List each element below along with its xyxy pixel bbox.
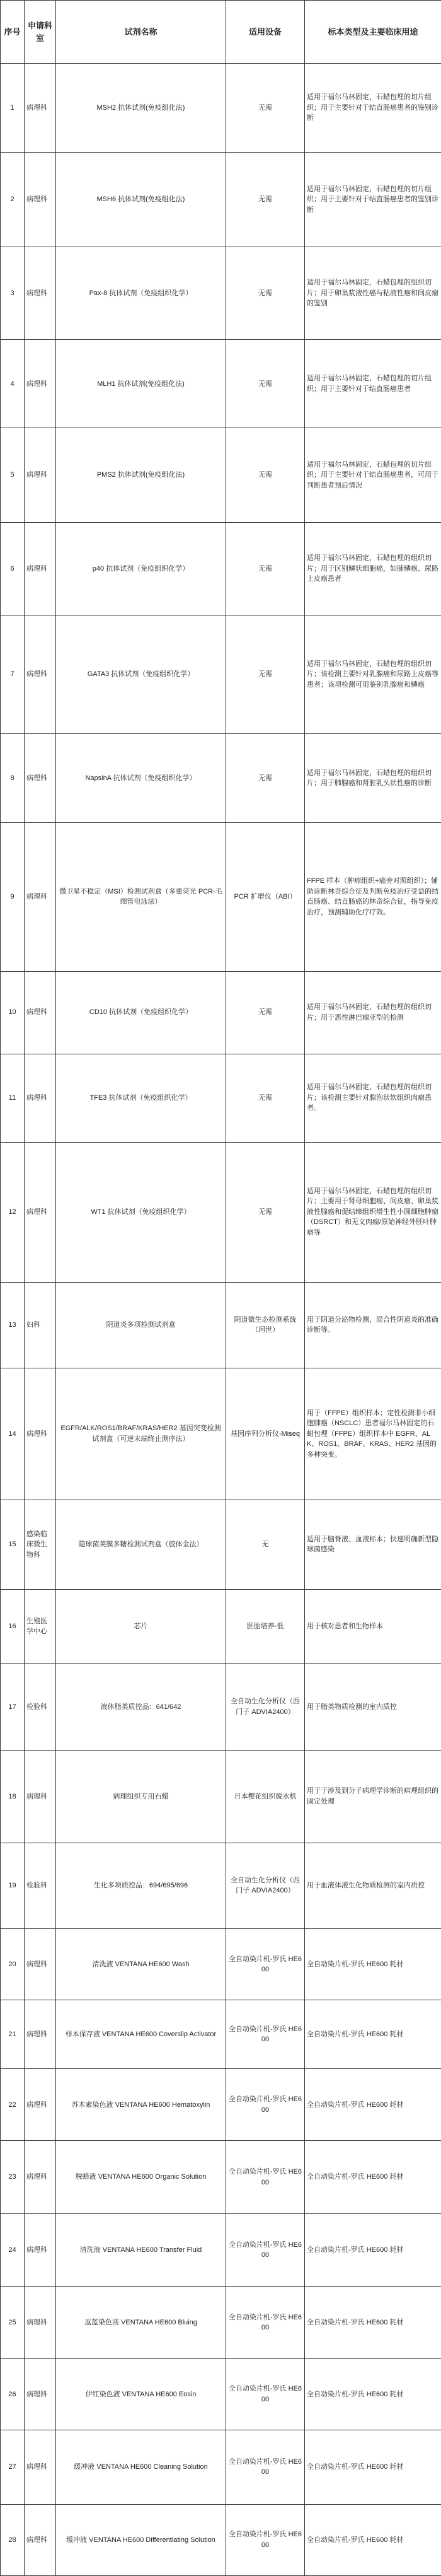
reagent-name-cell: 苏木素染色液 VENTANA HE600 Hematoxylin — [56, 2069, 226, 2141]
row-number: 13 — [1, 1282, 25, 1368]
table-body — [1, 64, 441, 2576]
table-row — [1, 2358, 441, 2430]
device-cell: 日本樱花组织脱水机 — [226, 1751, 305, 1843]
device-cell: 全自动染片机-罗氏 HE600 — [226, 2358, 305, 2430]
table-row — [1, 1751, 441, 1843]
reagent-name-cell: 芯片 — [56, 1589, 226, 1664]
table-row — [1, 340, 441, 428]
device-cell: PCR 扩增仪（ABI） — [226, 823, 305, 971]
specimen-usage-cell: 用于脂类物质检测的室内质控 — [305, 1664, 441, 1751]
row-number: 7 — [1, 615, 25, 734]
device-cell: 全自动染片机-罗氏 HE600 — [226, 2430, 305, 2504]
department-cell: 病理科 — [25, 2504, 56, 2575]
department-cell: 病理科 — [25, 734, 56, 823]
device-cell: 全自动染片机-罗氏 HE600 — [226, 2000, 305, 2069]
table-row — [1, 2287, 441, 2358]
row-number: 2 — [1, 152, 25, 247]
department-cell: 检验科 — [25, 1664, 56, 1751]
header-spec: 标本类型及主要临床用途 — [305, 1, 441, 64]
row-number: 21 — [1, 2000, 25, 2069]
device-cell: 阴道微生态检测系统（珂世） — [226, 1282, 305, 1368]
device-cell: 无需 — [226, 152, 305, 247]
table-row — [1, 734, 441, 823]
specimen-usage-cell: 用于阴道分泌物检测，混合性阴道炎的准确诊断等。 — [305, 1282, 441, 1368]
row-number: 18 — [1, 1751, 25, 1843]
specimen-usage-cell: 适用于福尔马林固定，石蜡包埋的切片组织；用于主要针对于结直肠癌患者的鉴别诊断 — [305, 64, 441, 153]
device-cell: 无需 — [226, 1054, 305, 1142]
device-cell: 全自动染片机-罗氏 HE600 — [226, 2504, 305, 2575]
row-number: 15 — [1, 1500, 25, 1589]
row-number: 27 — [1, 2430, 25, 2504]
device-cell: 全自动生化分析仪（西门子 ADVIA2400） — [226, 1664, 305, 1751]
device-cell: 全自动生化分析仪（西门子 ADVIA2400） — [226, 1843, 305, 1929]
department-cell: 病理科 — [25, 340, 56, 428]
specimen-usage-cell: 全自动染片机-罗氏 HE600 耗材 — [305, 2504, 441, 2575]
department-cell: 生殖医学中心 — [25, 1589, 56, 1664]
department-cell: 病理科 — [25, 1929, 56, 2000]
device-cell: 无需 — [226, 340, 305, 428]
reagent-name-cell: GATA3 抗体试剂（免疫组织化学） — [56, 615, 226, 734]
specimen-usage-cell: 适用于福尔马林固定，石蜡包埋的组织切片；用于恶性淋巴瘤亚型的检测 — [305, 971, 441, 1054]
device-cell: 全自动染片机-罗氏 HE600 — [226, 1929, 305, 2000]
reagent-name-cell: 清洗液 VENTANA HE600 Transfer Fluid — [56, 2213, 226, 2286]
row-number: 23 — [1, 2141, 25, 2213]
device-cell: 无需 — [226, 734, 305, 823]
department-cell: 病理科 — [25, 2430, 56, 2504]
row-number: 11 — [1, 1054, 25, 1142]
device-cell: 全自动染片机-罗氏 HE600 — [226, 2141, 305, 2213]
reagent-name-cell: CD10 抗体试剂（免疫组织化学） — [56, 971, 226, 1054]
reagent-name-cell: MSH6 抗体试剂(免疫组化法) — [56, 152, 226, 247]
reagent-name-cell: 样本保存液 VENTANA HE600 Coverslip Activator — [56, 2000, 226, 2069]
department-cell: 病理科 — [25, 523, 56, 615]
row-number: 22 — [1, 2069, 25, 2141]
table-row — [1, 823, 441, 971]
specimen-usage-cell: 适用于福尔马林固定，石蜡包埋的组织切片；用于区别鳞状细胞癌，如肺鳞癌、尿路上皮癌患者 — [305, 523, 441, 615]
row-number: 17 — [1, 1664, 25, 1751]
reagent-name-cell: 清洗液 VENTANA HE600 Wash — [56, 1929, 226, 2000]
header-dept: 申请科室 — [25, 1, 56, 64]
device-cell: 无需 — [226, 971, 305, 1054]
specimen-usage-cell: 用于（FFPE）组织样本；定性检测非小细胞肺癌（NSCLC）患者福尔马林固定的石蜡包埋（FFPE）组织样本中 EGFR、ALK、ROS1、BRAF、KRAS、HER2 基因的多种突变。 — [305, 1368, 441, 1500]
department-cell: 病理科 — [25, 2213, 56, 2286]
department-cell: 病理科 — [25, 2141, 56, 2213]
row-number: 14 — [1, 1368, 25, 1500]
reagent-name-cell: 缓冲液 VENTANA HE600 Differentiating Solution — [56, 2504, 226, 2575]
specimen-usage-cell: 全自动染片机-罗氏 HE600 耗材 — [305, 2358, 441, 2430]
reagent-name-cell: NapsinA 抗体试剂（免疫组织化学） — [56, 734, 226, 823]
header-device: 适用设备 — [226, 1, 305, 64]
specimen-usage-cell: 适用于福尔马林固定，石蜡包埋的组织切片；用于卵巢浆液性癌与粘液性癌和间皮瘤的鉴别 — [305, 247, 441, 340]
department-cell: 病理科 — [25, 1368, 56, 1500]
header-row — [1, 1, 441, 64]
department-cell: 病理科 — [25, 615, 56, 734]
reagent-name-cell: p40 抗体试剂（免疫组织化学） — [56, 523, 226, 615]
table-row — [1, 152, 441, 247]
device-cell: 全自动染片机-罗氏 HE600 — [226, 2213, 305, 2286]
device-cell: 无 — [226, 1500, 305, 1589]
reagent-name-cell: 缓冲液 VENTANA HE600 Cleaning Solution — [56, 2430, 226, 2504]
specimen-usage-cell: 全自动染片机-罗氏 HE600 耗材 — [305, 2069, 441, 2141]
device-cell: 无需 — [226, 1142, 305, 1282]
specimen-usage-cell: 适用于脑脊液、血液标本；快速明确新型隐球菌感染 — [305, 1500, 441, 1589]
reagent-name-cell: 隐球菌荚膜多糖检测试剂盒（胶体金法） — [56, 1500, 226, 1589]
department-cell: 病理科 — [25, 2287, 56, 2358]
reagent-name-cell: 病理组织专用石蜡 — [56, 1751, 226, 1843]
row-number: 3 — [1, 247, 25, 340]
table-row — [1, 971, 441, 1054]
reagent-name-cell: MSH2 抗体试剂(免疫组化法) — [56, 64, 226, 153]
row-number: 25 — [1, 2287, 25, 2358]
reagent-name-cell: 阴道炎多项检测试剂盒 — [56, 1282, 226, 1368]
reagent-name-cell: 液体脂类质控品：641/642 — [56, 1664, 226, 1751]
department-cell: 病理科 — [25, 1142, 56, 1282]
specimen-usage-cell: 全自动染片机-罗氏 HE600 耗材 — [305, 2213, 441, 2286]
table-row — [1, 2430, 441, 2504]
device-cell: 全自动染片机-罗氏 HE600 — [226, 2287, 305, 2358]
department-cell: 病理科 — [25, 2069, 56, 2141]
row-number: 16 — [1, 1589, 25, 1664]
reagent-name-cell: Pax-8 抗体试剂（免疫组织化学） — [56, 247, 226, 340]
specimen-usage-cell: 全自动染片机-罗氏 HE600 耗材 — [305, 2430, 441, 2504]
department-cell: 病理科 — [25, 1751, 56, 1843]
table-row — [1, 1282, 441, 1368]
table-row — [1, 2504, 441, 2575]
row-number: 4 — [1, 340, 25, 428]
row-number: 9 — [1, 823, 25, 971]
device-cell: 无需 — [226, 523, 305, 615]
table-row — [1, 2000, 441, 2069]
department-cell: 妇科 — [25, 1282, 56, 1368]
table-row — [1, 2069, 441, 2141]
device-cell: 基因序列分析仪-Miseq — [226, 1368, 305, 1500]
table-row — [1, 1664, 441, 1751]
reagent-name-cell: 返蓝染色液 VENTANA HE600 Bluing — [56, 2287, 226, 2358]
device-cell: 无需 — [226, 247, 305, 340]
reagent-name-cell: 生化多项质控品：694/695/696 — [56, 1843, 226, 1929]
table-row — [1, 2141, 441, 2213]
row-number: 10 — [1, 971, 25, 1054]
reagent-name-cell: WT1 抗体试剂（免疫组织化学） — [56, 1142, 226, 1282]
department-cell: 病理科 — [25, 823, 56, 971]
row-number: 6 — [1, 523, 25, 615]
department-cell: 感染临床微生物科 — [25, 1500, 56, 1589]
specimen-usage-cell: 适用于福尔马林固定，石蜡包埋的切片组织；用于主要针对于结直肠癌患者的鉴别诊断 — [305, 152, 441, 247]
table-row — [1, 1843, 441, 1929]
header-name: 试剂名称 — [56, 1, 226, 64]
department-cell: 病理科 — [25, 1054, 56, 1142]
department-cell: 病理科 — [25, 152, 56, 247]
table-row — [1, 1054, 441, 1142]
reagent-name-cell: 伊红染色液 VENTANA HE600 Eosin — [56, 2358, 226, 2430]
specimen-usage-cell: 全自动染片机-罗氏 HE600 耗材 — [305, 1929, 441, 2000]
row-number: 24 — [1, 2213, 25, 2286]
department-cell: 检验科 — [25, 1843, 56, 1929]
device-cell: 全自动染片机-罗氏 HE600 — [226, 2069, 305, 2141]
reagent-name-cell: 微卫星不稳定（MSI）检测试剂盒（多重荧光 PCR-毛细管电泳法） — [56, 823, 226, 971]
row-number: 20 — [1, 1929, 25, 2000]
table-row — [1, 247, 441, 340]
table-row — [1, 2213, 441, 2286]
table-row — [1, 1929, 441, 2000]
specimen-usage-cell: 全自动染片机-罗氏 HE600 耗材 — [305, 2000, 441, 2069]
specimen-usage-cell: 适用于福尔马林固定，石蜡包埋的组织切片；该检测主要针对乳腺癌和尿路上皮癌等患者；该项检测可用鉴别乳腺癌和鳞癌 — [305, 615, 441, 734]
specimen-usage-cell: 适用于福尔马林固定，石蜡包埋的组织切片；主要用于肾母细胞瘤、间皮瘤、卵巢浆液性腺癌和促结缔组织增生性小圆细胞肿瘤（DSRCT）和无文肉瘤/原始神经外胚叶肿瘤等 — [305, 1142, 441, 1282]
specimen-usage-cell: FFPE 样本（肿瘤组织+癌旁对照组织）；辅助诊断林奇综合征及判断免疫治疗受益的结直肠癌、结直肠癌的林奇综合征，指导免疫治疗，预测辅助化疗疗效。 — [305, 823, 441, 971]
department-cell: 病理科 — [25, 247, 56, 340]
table-row — [1, 1368, 441, 1500]
specimen-usage-cell: 适用于福尔马林固定，石蜡包埋的组织切片；该检测主要针对腺泡状软组织肉瘤患者。 — [305, 1054, 441, 1142]
device-cell: 无需 — [226, 64, 305, 153]
device-cell: 无需 — [226, 615, 305, 734]
row-number: 5 — [1, 428, 25, 523]
device-cell: 胚胎培养-低 — [226, 1589, 305, 1664]
department-cell: 病理科 — [25, 971, 56, 1054]
row-number: 8 — [1, 734, 25, 823]
specimen-usage-cell: 用于血液体液生化物质检测的室内质控 — [305, 1843, 441, 1929]
table-row — [1, 615, 441, 734]
table-row — [1, 1142, 441, 1282]
table-row — [1, 1589, 441, 1664]
table-row — [1, 64, 441, 153]
row-number: 12 — [1, 1142, 25, 1282]
reagent-name-cell: EGFR/ALK/ROS1/BRAF/KRAS/HER2 基因突变检测试剂盒（可逆末端终止测序法） — [56, 1368, 226, 1500]
reagent-name-cell: 脱蜡液 VENTANA HE600 Organic Solution — [56, 2141, 226, 2213]
table-row — [1, 523, 441, 615]
reagent-name-cell: TFE3 抗体试剂（免疫组织化学） — [56, 1054, 226, 1142]
reagent-name-cell: MLH1 抗体试剂(免疫组化法) — [56, 340, 226, 428]
specimen-usage-cell: 全自动染片机-罗氏 HE600 耗材 — [305, 2141, 441, 2213]
specimen-usage-cell: 用于于涉及到分子病理学诊断的病理组织的固定处理 — [305, 1751, 441, 1843]
specimen-usage-cell: 用于核对患者和生物样本 — [305, 1589, 441, 1664]
department-cell: 病理科 — [25, 428, 56, 523]
table-row — [1, 428, 441, 523]
specimen-usage-cell: 适用于福尔马林固定，石蜡包埋的切片组织；用于主要针对于结直肠癌患者，可用于判断患者预后情况 — [305, 428, 441, 523]
department-cell: 病理科 — [25, 2000, 56, 2069]
table-row — [1, 1500, 441, 1589]
specimen-usage-cell: 全自动染片机-罗氏 HE600 耗材 — [305, 2287, 441, 2358]
header-no: 序号 — [1, 1, 25, 64]
row-number: 28 — [1, 2504, 25, 2575]
row-number: 1 — [1, 64, 25, 153]
row-number: 26 — [1, 2358, 25, 2430]
row-number: 19 — [1, 1843, 25, 1929]
specimen-usage-cell: 适用于福尔马林固定，石蜡包埋的组织切片；用于肺腺癌和肾脏乳头状性癌的诊断 — [305, 734, 441, 823]
department-cell: 病理科 — [25, 2358, 56, 2430]
department-cell: 病理科 — [25, 64, 56, 153]
reagent-name-cell: PMS2 抗体试剂(免疫组化法) — [56, 428, 226, 523]
specimen-usage-cell: 适用于福尔马林固定，石蜡包埋的切片组织；用于主要针对于结直肠癌患者 — [305, 340, 441, 428]
device-cell: 无需 — [226, 428, 305, 523]
